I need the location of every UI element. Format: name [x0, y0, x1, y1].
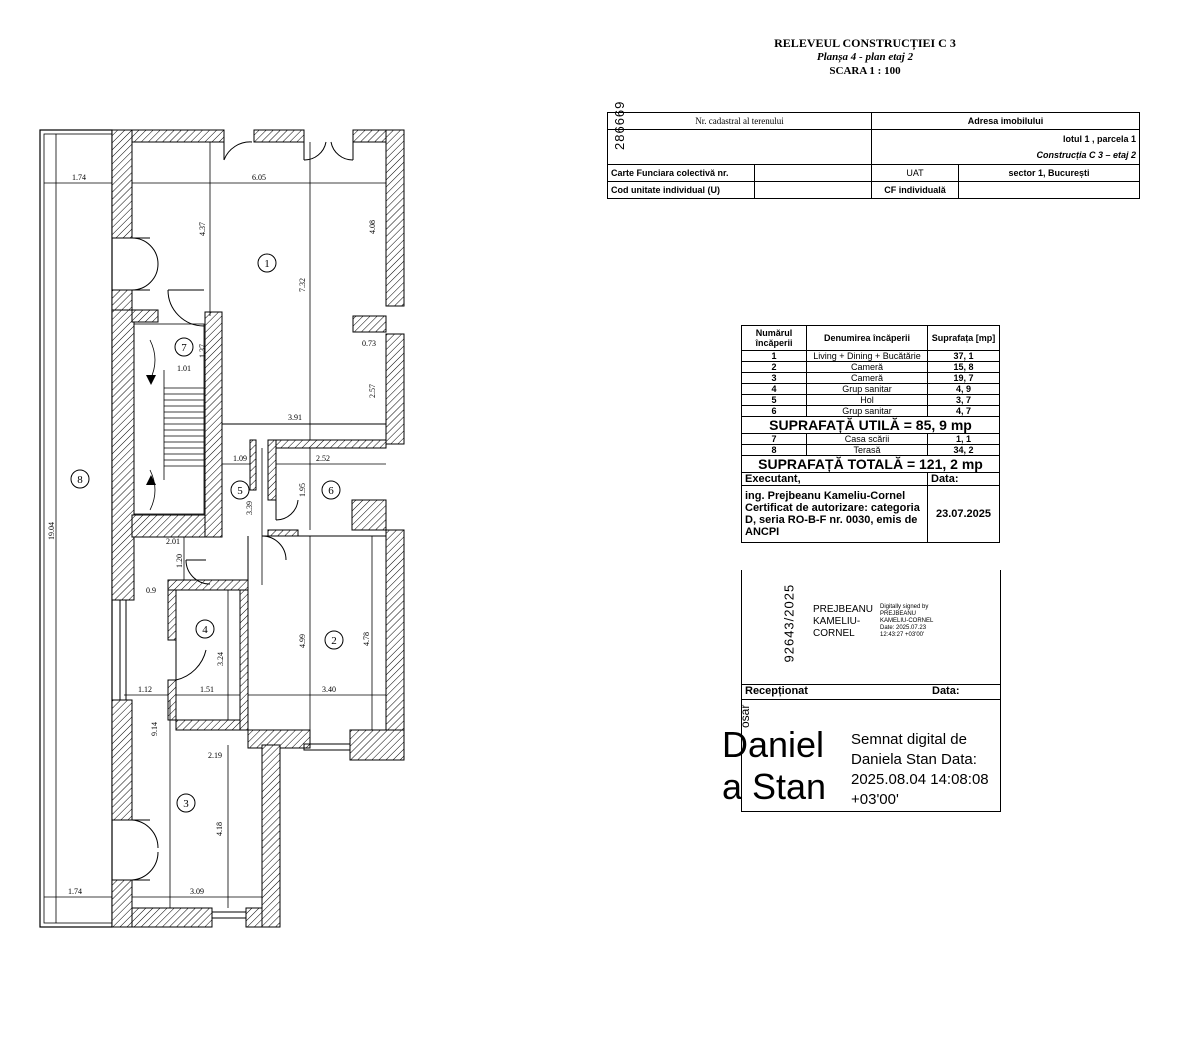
signer2-name: Daniel a Stan	[722, 724, 827, 807]
osar-text: osar	[738, 704, 752, 728]
dim-label: 4.37	[198, 222, 207, 236]
cadastral-table	[607, 112, 1140, 199]
table-row: 6 Grup sanitar 4, 7	[742, 406, 1000, 417]
area-summary-table	[741, 325, 1000, 543]
dim-label: 2.01	[166, 537, 180, 546]
dim-label: 1.09	[233, 454, 247, 463]
executant-date: 23.07.2025	[928, 486, 1000, 543]
usable-area-total: SUPRAFAȚĂ UTILĂ = 85, 9 mp	[742, 417, 1000, 434]
receptionat-row	[741, 684, 1001, 700]
table-row: 2 Cameră 15, 8	[742, 362, 1000, 373]
room-number-8	[71, 470, 89, 488]
room-number-2	[325, 631, 343, 649]
dim-label: 19.04	[47, 522, 56, 540]
room-number-3	[177, 794, 195, 812]
dim-label: 1.95	[298, 483, 307, 497]
cf-individual-label: CF individuală	[872, 182, 959, 199]
executant-label: Executant,	[742, 473, 928, 486]
dim-label: 3.09	[190, 887, 204, 896]
svg-text:7: 7	[181, 342, 187, 354]
col-name: Denumirea încăperii	[807, 326, 928, 351]
registry-number: 92643/2025	[781, 583, 797, 663]
dim-label: 1.74	[68, 887, 82, 896]
dim-label: 1.74	[72, 173, 86, 182]
room-number-6	[322, 481, 340, 499]
dim-label: 1.20	[175, 554, 184, 568]
dim-label: 3.24	[216, 652, 225, 666]
dim-label: 1.01	[177, 364, 191, 373]
dim-label: 0.73	[362, 339, 376, 348]
dim-label: 2.19	[208, 751, 222, 760]
adresa-line1: lotul 1 , parcela 1	[1062, 134, 1136, 144]
dim-label: 2.52	[316, 454, 330, 463]
table-row: 1 Living + Dining + Bucătărie 37, 1	[742, 351, 1000, 362]
signer1-stamp: Digitally signed by PREJBEANU KAMELIU-CORNEL Date: 2025.07.23 12:43:27 +03'00'	[880, 604, 934, 638]
dim-label: 1.12	[138, 685, 152, 694]
adresa-label: Adresa imobilului	[872, 113, 1140, 130]
executant-text: ing. Prejbeanu Kameliu-Cornel Certificat de autorizare: categoria D, seria RO-B-F nr. 0030, emis de ANCPI	[742, 486, 928, 543]
table-row: 8 Terasă 34, 2	[742, 445, 1000, 456]
table-row: 3 Cameră 19, 7	[742, 373, 1000, 384]
dim-label: 4.18	[215, 822, 224, 836]
doors	[132, 142, 353, 880]
svg-text:4: 4	[202, 624, 208, 636]
data2-label: Data:	[932, 685, 960, 697]
walls	[112, 130, 404, 927]
dim-label: 7.32	[298, 278, 307, 292]
dim-label: 4.99	[298, 634, 307, 648]
col-area: Suprafața [mp]	[928, 326, 1000, 351]
dim-label: 1.37	[198, 344, 207, 358]
dim-label: 3.40	[322, 685, 336, 694]
svg-text:3: 3	[183, 798, 189, 810]
table-row: 7 Casa scării 1, 1	[742, 434, 1000, 445]
dim-label: 2.57	[368, 384, 377, 398]
nr-cadastral-label: Nr. cadastral al terenului	[608, 113, 872, 130]
svg-text:2: 2	[331, 635, 337, 647]
room-number-4	[196, 620, 214, 638]
table-row: 5 Hol 3, 7	[742, 395, 1000, 406]
dim-label: 3.91	[288, 413, 302, 422]
cadastral-number: 286669	[612, 100, 627, 150]
col-nr: Numărul încăperii	[742, 326, 807, 351]
receptionat-label: Recepționat	[745, 685, 808, 697]
staircase	[134, 324, 204, 514]
adresa-line2: Construcția C 3 – etaj 2	[1036, 150, 1136, 160]
room-number-7	[175, 338, 193, 356]
svg-text:5: 5	[237, 485, 243, 497]
dim-label: 6.05	[252, 173, 266, 182]
drawing-scale: SCARA 1 : 100	[829, 65, 901, 77]
drawing-title: RELEVEUL CONSTRUCȚIEI C 3	[774, 36, 956, 50]
room-number-5	[231, 481, 249, 499]
svg-text:1: 1	[264, 258, 270, 270]
drawing-subtitle: Planșa 4 - plan etaj 2	[816, 51, 914, 63]
svg-text:8: 8	[77, 474, 83, 486]
dim-label: 9.14	[150, 722, 159, 736]
dim-label: 3.39	[245, 501, 254, 515]
table-row: 4 Grup sanitar 4, 9	[742, 384, 1000, 395]
dim-label: 4.78	[362, 632, 371, 646]
cod-label: Cod unitate individual (U)	[608, 182, 755, 199]
cf-label: Carte Funciara colectivă nr.	[608, 165, 755, 182]
total-area: SUPRAFAȚĂ TOTALĂ = 121, 2 mp	[742, 456, 1000, 473]
signer2-stamp: Semnat digital de Daniela Stan Data: 2025.08.04 14:08:08 +03'00'	[851, 731, 989, 808]
dim-label: 4.08	[368, 220, 377, 234]
uat-label: UAT	[872, 165, 959, 182]
dim-label: 0.9	[146, 586, 156, 595]
room-number-1	[258, 254, 276, 272]
svg-text:6: 6	[328, 485, 334, 497]
drawing-header	[700, 36, 1030, 78]
signer1-name: PREJBEANU KAMELIU-CORNEL	[813, 604, 874, 639]
dim-label: 1.51	[200, 685, 214, 694]
uat-value: sector 1, București	[959, 165, 1140, 182]
data-label: Data:	[928, 473, 1000, 486]
